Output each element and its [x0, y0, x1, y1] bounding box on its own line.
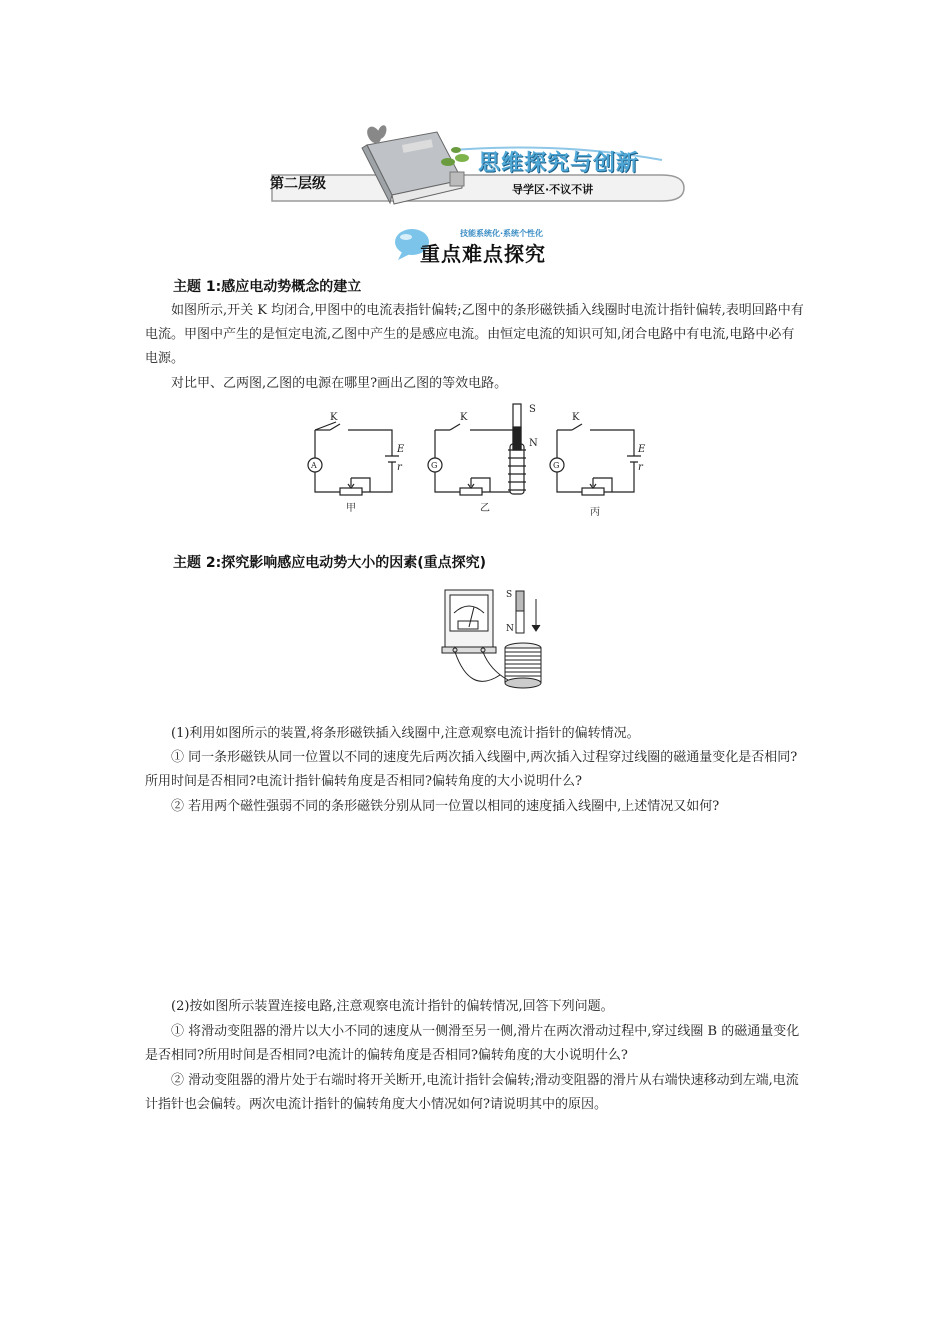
topic2-title: 主题 2:探究影响感应电动势大小的因素(重点探究) — [173, 555, 487, 571]
question-1b: ② 若用两个磁性强弱不同的条形磁铁分别从同一位置以相同的速度插入线圈中,上述情况又如何? — [171, 799, 720, 814]
label-E-jia: E — [397, 444, 405, 455]
coil — [510, 444, 524, 494]
question-2a: ① 将滑动变阻器的滑片以大小不同的速度从一侧滑至另一侧,滑片在两次滑动过程中,穿过线圈 B 的磁通量变化是否相同?所用时间是否相同?电流计的偏转角度是否相同?偏转角度的大小说明什么? — [145, 1024, 800, 1063]
tagline: 技能系统化·系统个性化 — [460, 229, 544, 238]
label-A: A — [311, 461, 317, 470]
label-S2: S — [506, 590, 513, 600]
section-title: 思维探究与创新 — [478, 151, 640, 176]
question-2: (2)按如图所示装置连接电路,注意观察电流计指针的偏转情况,回答下列问题。 — [171, 999, 614, 1014]
question-1a: ① 同一条形磁铁从同一位置以不同的速度先后两次插入线圈中,两次插入过程穿过线圈的磁通量变化是否相同?所用时间是否相同?电流计指针偏转角度是否相同?偏转角度的大小说明什么? — [145, 750, 798, 789]
key-section-title: 重点难点探究 — [420, 242, 546, 266]
caption-bing: 丙 — [590, 507, 600, 518]
label-K-bing: K — [572, 412, 580, 423]
question-2b: ② 滑动变阻器的滑片处于右端时将开关断开,电流计指针会偏转;滑动变阻器的滑片从右端快速移动到左端,电流计指针也会偏转。两次电流计指针的偏转角度大小情况如何?请说明其中的原因。 — [145, 1073, 799, 1112]
label-K-yi: K — [460, 412, 468, 423]
topic1-title: 主题 1:感应电动势概念的建立 — [173, 279, 362, 295]
topic1-question: 对比甲、乙两图,乙图的电源在哪里?画出乙图的等效电路。 — [171, 376, 508, 391]
topic1-paragraph: 如图所示,开关 K 均闭合,甲图中的电流表指针偏转;乙图中的条形磁铁插入线圈时电流计指针偏转,表明回路中有电流。甲图中产生的是恒定电流,乙图中产生的是感应电流。由恒定电流的知识可知,闭合电路中有电流,电路中必有电源。 — [145, 303, 804, 366]
label-S: S — [529, 404, 536, 415]
level-label: 第二层级 — [270, 176, 326, 192]
rheostat-jia — [340, 488, 362, 495]
galvanometer-apparatus — [440, 585, 550, 700]
question-1: (1)利用如图所示的装置,将条形磁铁插入线圈中,注意观察电流计指针的偏转情况。 — [171, 726, 640, 741]
label-E-bing: E — [638, 444, 646, 455]
label-G-bing: G — [553, 461, 560, 470]
circuit-figures — [300, 400, 660, 522]
label-r-bing: r — [638, 462, 643, 473]
label-N: N — [529, 438, 538, 449]
caption-jia: 甲 — [346, 503, 356, 514]
section-subtitle: 导学区·不议不讲 — [512, 183, 594, 196]
label-r-jia: r — [397, 462, 402, 473]
caption-yi: 乙 — [480, 503, 490, 514]
label-K-jia: K — [330, 412, 338, 423]
label-N2: N — [506, 624, 514, 634]
label-G-yi: G — [431, 461, 438, 470]
